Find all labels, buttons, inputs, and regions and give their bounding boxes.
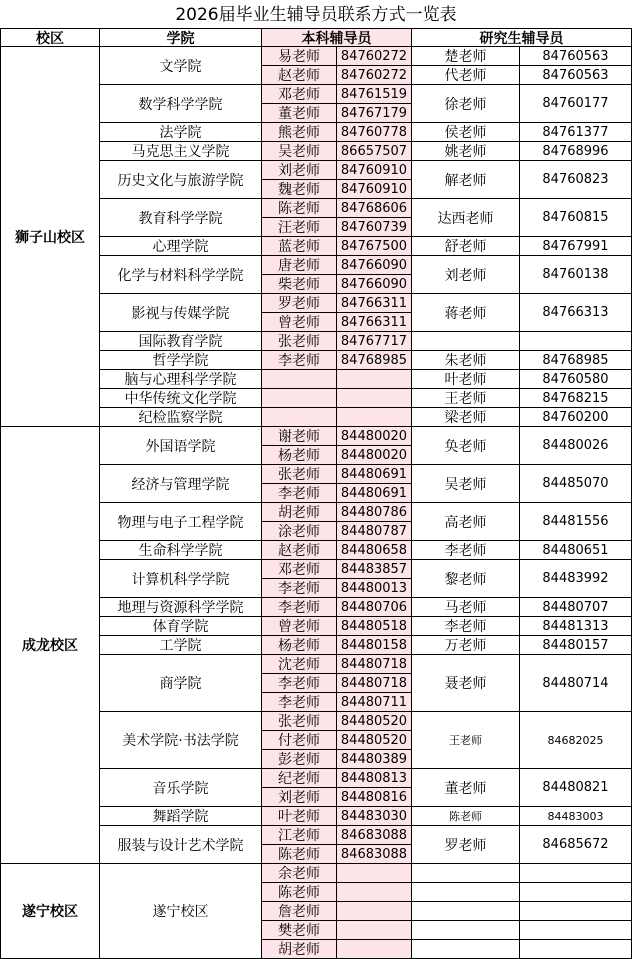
undergrad-advisor-phone: 84480518	[337, 617, 412, 636]
grad-advisor-name: 达西老师	[412, 199, 520, 237]
grad-advisor-phone	[520, 883, 632, 902]
undergrad-advisor-name: 张老师	[262, 332, 337, 351]
undergrad-advisor-phone: 84480718	[337, 655, 412, 674]
grad-advisor-phone: 84480714	[520, 655, 632, 712]
undergrad-advisor-name: 胡老师	[262, 940, 337, 959]
undergrad-advisor-phone: 84480389	[337, 750, 412, 769]
undergrad-advisor-name: 魏老师	[262, 180, 337, 199]
college-name: 国际教育学院	[100, 332, 262, 351]
grad-advisor-phone: 84760580	[520, 370, 632, 389]
undergrad-advisor-name: 胡老师	[262, 503, 337, 522]
undergrad-advisor-name: 叶老师	[262, 807, 337, 826]
campus-name: 狮子山校区	[0, 47, 100, 427]
grad-advisor-name: 舒老师	[412, 237, 520, 256]
college-name: 法学院	[100, 123, 262, 142]
college-name: 文学院	[100, 47, 262, 85]
undergrad-advisor-name: 刘老师	[262, 161, 337, 180]
grad-advisor-phone: 84483003	[520, 807, 632, 826]
grad-advisor-name: 叶老师	[412, 370, 520, 389]
undergrad-advisor-name: 李老师	[262, 579, 337, 598]
undergrad-advisor-name: 赵老师	[262, 541, 337, 560]
contact-table	[0, 28, 632, 959]
undergrad-advisor-phone: 84480020	[337, 446, 412, 465]
grad-advisor-phone: 84760823	[520, 161, 632, 199]
college-name: 教育科学学院	[100, 199, 262, 237]
undergrad-advisor-phone: 84480691	[337, 465, 412, 484]
undergrad-advisor-name: 陈老师	[262, 883, 337, 902]
grad-advisor-phone: 84760815	[520, 199, 632, 237]
undergrad-advisor-phone: 84480520	[337, 712, 412, 731]
undergrad-advisor-phone: 84480718	[337, 674, 412, 693]
undergrad-advisor-phone: 84760778	[337, 123, 412, 142]
undergrad-advisor-phone: 84683088	[337, 845, 412, 864]
undergrad-advisor-phone: 84483857	[337, 560, 412, 579]
undergrad-advisor-phone: 84480013	[337, 579, 412, 598]
college-name: 影视与传媒学院	[100, 294, 262, 332]
sheet-title: 2026届毕业生辅导员联系方式一览表	[175, 5, 457, 25]
undergrad-advisor-name: 易老师	[262, 47, 337, 66]
undergrad-advisor-phone: 86657507	[337, 142, 412, 161]
grad-advisor-name: 罗老师	[412, 826, 520, 864]
undergrad-advisor-name: 邓老师	[262, 85, 337, 104]
grad-advisor-name: 王老师	[412, 389, 520, 408]
college-name: 纪检监察学院	[100, 408, 262, 427]
undergrad-advisor-name: 杨老师	[262, 636, 337, 655]
undergrad-advisor-name: 刘老师	[262, 788, 337, 807]
college-name: 计算机科学学院	[100, 560, 262, 598]
undergrad-advisor-name: 樊老师	[262, 921, 337, 940]
undergrad-advisor-name: 李老师	[262, 674, 337, 693]
header-undergrad: 本科辅导员	[262, 28, 412, 47]
college-name: 舞蹈学院	[100, 807, 262, 826]
grad-advisor-name: 万老师	[412, 636, 520, 655]
undergrad-advisor-phone: 84766311	[337, 294, 412, 313]
undergrad-advisor-phone	[337, 883, 412, 902]
grad-advisor-name: 梁老师	[412, 408, 520, 427]
undergrad-advisor-name: 罗老师	[262, 294, 337, 313]
grad-advisor-name: 李老师	[412, 541, 520, 560]
undergrad-advisor-name: 陈老师	[262, 199, 337, 218]
grad-advisor-name: 侯老师	[412, 123, 520, 142]
grad-advisor-phone: 84767991	[520, 237, 632, 256]
undergrad-advisor-name: 曾老师	[262, 617, 337, 636]
grad-advisor-name	[412, 864, 520, 883]
undergrad-advisor-phone	[337, 921, 412, 940]
undergrad-advisor-name	[262, 370, 337, 389]
undergrad-advisor-phone: 84480711	[337, 693, 412, 712]
header-college: 学院	[100, 28, 262, 47]
undergrad-advisor-name: 江老师	[262, 826, 337, 845]
college-name: 经济与管理学院	[100, 465, 262, 503]
undergrad-advisor-phone: 84760910	[337, 180, 412, 199]
campus-name: 遂宁校区	[0, 864, 100, 959]
college-name: 心理学院	[100, 237, 262, 256]
grad-advisor-phone: 84760563	[520, 47, 632, 66]
undergrad-advisor-phone: 84766311	[337, 313, 412, 332]
undergrad-advisor-name: 李老师	[262, 484, 337, 503]
grad-advisor-name: 马老师	[412, 598, 520, 617]
header-campus: 校区	[0, 28, 100, 47]
undergrad-advisor-name: 邓老师	[262, 560, 337, 579]
grad-advisor-phone: 84481313	[520, 617, 632, 636]
undergrad-advisor-name: 董老师	[262, 104, 337, 123]
grad-advisor-name: 黎老师	[412, 560, 520, 598]
undergrad-advisor-name: 沈老师	[262, 655, 337, 674]
college-name: 外国语学院	[100, 427, 262, 465]
grad-advisor-phone: 84480821	[520, 769, 632, 807]
undergrad-advisor-name: 汪老师	[262, 218, 337, 237]
undergrad-advisor-name: 熊老师	[262, 123, 337, 142]
undergrad-advisor-name: 吴老师	[262, 142, 337, 161]
college-name: 物理与电子工程学院	[100, 503, 262, 541]
undergrad-advisor-name: 李老师	[262, 598, 337, 617]
undergrad-advisor-name: 余老师	[262, 864, 337, 883]
undergrad-advisor-name: 谢老师	[262, 427, 337, 446]
undergrad-advisor-phone: 84480658	[337, 541, 412, 560]
grad-advisor-name: 姚老师	[412, 142, 520, 161]
college-name: 地理与资源科学学院	[100, 598, 262, 617]
college-name: 商学院	[100, 655, 262, 712]
undergrad-advisor-name: 彭老师	[262, 750, 337, 769]
undergrad-advisor-name	[262, 408, 337, 427]
grad-advisor-name: 代老师	[412, 66, 520, 85]
grad-advisor-phone	[520, 864, 632, 883]
undergrad-advisor-phone: 84760739	[337, 218, 412, 237]
grad-advisor-phone: 84480707	[520, 598, 632, 617]
undergrad-advisor-name: 纪老师	[262, 769, 337, 788]
college-name: 数学科学学院	[100, 85, 262, 123]
undergrad-advisor-name	[262, 389, 337, 408]
grad-advisor-phone	[520, 921, 632, 940]
undergrad-advisor-phone	[337, 370, 412, 389]
grad-advisor-phone: 84760138	[520, 256, 632, 294]
grad-advisor-phone: 84480651	[520, 541, 632, 560]
college-name: 化学与材料科学学院	[100, 256, 262, 294]
undergrad-advisor-name: 陈老师	[262, 845, 337, 864]
grad-advisor-name: 解老师	[412, 161, 520, 199]
grad-advisor-phone: 84483992	[520, 560, 632, 598]
undergrad-advisor-name: 付老师	[262, 731, 337, 750]
undergrad-advisor-phone: 84768606	[337, 199, 412, 218]
grad-advisor-name: 朱老师	[412, 351, 520, 370]
college-name: 哲学学院	[100, 351, 262, 370]
grad-advisor-name: 蒋老师	[412, 294, 520, 332]
grad-advisor-name: 刘老师	[412, 256, 520, 294]
grad-advisor-name: 王老师	[412, 712, 520, 769]
grad-advisor-name: 李老师	[412, 617, 520, 636]
grad-advisor-phone: 84480157	[520, 636, 632, 655]
college-name: 马克思主义学院	[100, 142, 262, 161]
grad-advisor-name: 楚老师	[412, 47, 520, 66]
grad-advisor-name: 吴老师	[412, 465, 520, 503]
undergrad-advisor-phone: 84480158	[337, 636, 412, 655]
undergrad-advisor-phone	[337, 940, 412, 959]
grad-advisor-phone	[520, 902, 632, 921]
undergrad-advisor-phone: 84480706	[337, 598, 412, 617]
grad-advisor-phone: 84766313	[520, 294, 632, 332]
undergrad-advisor-name: 柴老师	[262, 275, 337, 294]
grad-advisor-phone: 84685672	[520, 826, 632, 864]
undergrad-advisor-phone: 84768985	[337, 351, 412, 370]
undergrad-advisor-phone: 84760272	[337, 66, 412, 85]
grad-advisor-phone: 84768985	[520, 351, 632, 370]
undergrad-advisor-name: 杨老师	[262, 446, 337, 465]
college-name: 生命科学学院	[100, 541, 262, 560]
undergrad-advisor-name: 曾老师	[262, 313, 337, 332]
college-name: 工学院	[100, 636, 262, 655]
grad-advisor-phone	[520, 940, 632, 959]
undergrad-advisor-name: 李老师	[262, 351, 337, 370]
undergrad-advisor-phone: 84761519	[337, 85, 412, 104]
college-name: 服装与设计艺术学院	[100, 826, 262, 864]
undergrad-advisor-phone: 84480816	[337, 788, 412, 807]
grad-advisor-name: 奂老师	[412, 427, 520, 465]
college-name: 遂宁校区	[100, 864, 262, 959]
undergrad-advisor-name: 涂老师	[262, 522, 337, 541]
college-name: 美术学院·书法学院	[100, 712, 262, 769]
grad-advisor-name	[412, 883, 520, 902]
undergrad-advisor-phone: 84766090	[337, 275, 412, 294]
grad-advisor-name: 陈老师	[412, 807, 520, 826]
grad-advisor-phone: 84768996	[520, 142, 632, 161]
grad-advisor-name	[412, 902, 520, 921]
undergrad-advisor-phone: 84480786	[337, 503, 412, 522]
undergrad-advisor-phone: 84480020	[337, 427, 412, 446]
grad-advisor-phone: 84760563	[520, 66, 632, 85]
undergrad-advisor-phone: 84480691	[337, 484, 412, 503]
undergrad-advisor-phone: 84767717	[337, 332, 412, 351]
undergrad-advisor-phone	[337, 389, 412, 408]
grad-advisor-phone: 84481556	[520, 503, 632, 541]
undergrad-advisor-phone: 84766090	[337, 256, 412, 275]
grad-advisor-phone: 84485070	[520, 465, 632, 503]
undergrad-advisor-phone: 84760910	[337, 161, 412, 180]
grad-advisor-name: 董老师	[412, 769, 520, 807]
grad-advisor-name	[412, 921, 520, 940]
grad-advisor-phone: 84682025	[520, 712, 632, 769]
undergrad-advisor-phone: 84480520	[337, 731, 412, 750]
undergrad-advisor-name: 李老师	[262, 693, 337, 712]
grad-advisor-phone: 84768215	[520, 389, 632, 408]
undergrad-advisor-name: 唐老师	[262, 256, 337, 275]
college-name: 体育学院	[100, 617, 262, 636]
undergrad-advisor-phone: 84480787	[337, 522, 412, 541]
campus-name: 成龙校区	[0, 427, 100, 864]
undergrad-advisor-name: 赵老师	[262, 66, 337, 85]
grad-advisor-name	[412, 332, 520, 351]
grad-advisor-name	[412, 940, 520, 959]
undergrad-advisor-name: 张老师	[262, 465, 337, 484]
grad-advisor-phone: 84480026	[520, 427, 632, 465]
grad-advisor-phone: 84760200	[520, 408, 632, 427]
undergrad-advisor-phone: 84760272	[337, 47, 412, 66]
header-grad: 研究生辅导员	[412, 28, 632, 47]
grad-advisor-phone	[520, 332, 632, 351]
college-name: 中华传统文化学院	[100, 389, 262, 408]
grad-advisor-name: 高老师	[412, 503, 520, 541]
undergrad-advisor-name: 张老师	[262, 712, 337, 731]
college-name: 脑与心理科学学院	[100, 370, 262, 389]
undergrad-advisor-phone: 84767500	[337, 237, 412, 256]
undergrad-advisor-phone: 84480813	[337, 769, 412, 788]
grad-advisor-name: 聂老师	[412, 655, 520, 712]
undergrad-advisor-phone	[337, 864, 412, 883]
undergrad-advisor-phone: 84483030	[337, 807, 412, 826]
undergrad-advisor-phone: 84683088	[337, 826, 412, 845]
undergrad-advisor-phone: 84767179	[337, 104, 412, 123]
grad-advisor-phone: 84761377	[520, 123, 632, 142]
undergrad-advisor-phone	[337, 408, 412, 427]
undergrad-advisor-name: 蓝老师	[262, 237, 337, 256]
college-name: 音乐学院	[100, 769, 262, 807]
grad-advisor-phone: 84760177	[520, 85, 632, 123]
undergrad-advisor-phone	[337, 902, 412, 921]
grad-advisor-name: 徐老师	[412, 85, 520, 123]
college-name: 历史文化与旅游学院	[100, 161, 262, 199]
undergrad-advisor-name: 詹老师	[262, 902, 337, 921]
